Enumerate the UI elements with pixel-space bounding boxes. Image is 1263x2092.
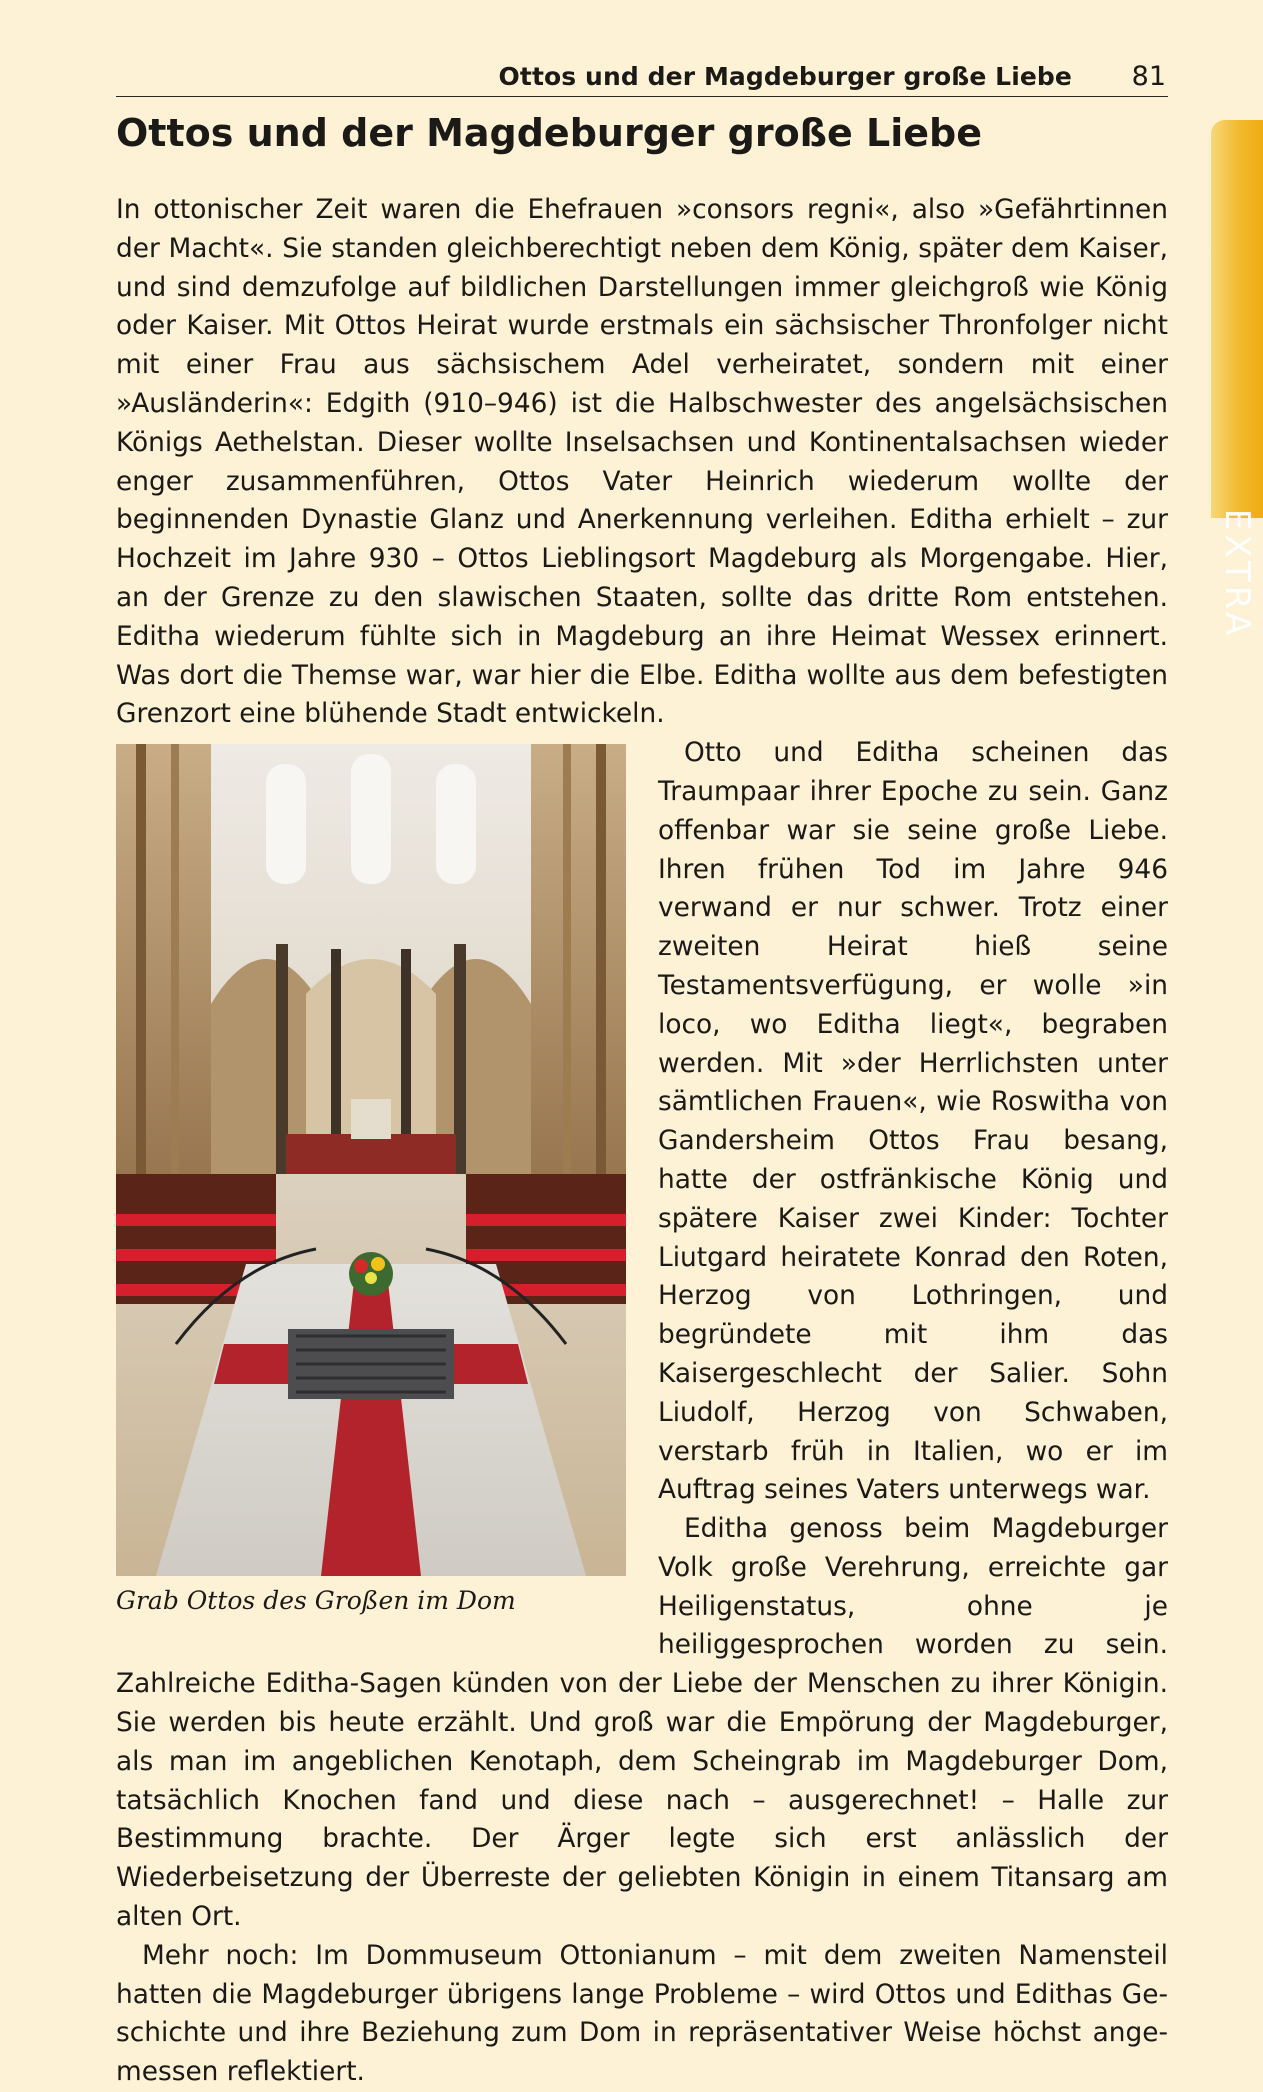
paragraph-3: Editha genoss beim Magdeburger Volk große Verehrung, erreichte gar Heiligenstatus, ohne je heiliggesprochen worden zu sein. Zahlreiche Editha-Sagen künden von der Liebe der Menschen zu ihrer Königin. Sie werden bis heute erzählt. Und groß war die Empörung der Magdeburger, als man im angeblichen Kenotaph, dem Scheingrab im Magdeburger Dom, tatsächlich Knochen fand und diese nach – ausgerechnet! – Halle zur Bestimmung brachte. Der Ärger legte sich erst anlässlich der Wiederbeisetzung der Überreste der geliebten Königin in einem Titansarg am alten Ort. [116, 1513, 1168, 1933]
section-tab-label: EXTRA [1217, 508, 1257, 640]
cathedral-interior-illustration [116, 744, 626, 1576]
running-title: Ottos und der Magdeburger große Liebe [498, 62, 1072, 91]
running-header [116, 60, 1168, 97]
article-body [116, 191, 1168, 2092]
cathedral-tomb-photo [116, 744, 626, 1576]
article-title: Ottos und der Magdeburger große Liebe [116, 111, 983, 155]
section-tab [1211, 120, 1263, 640]
paragraph-2: Otto und Editha scheinen das Traumpaar ihrer Epoche zu sein. Ganz offenbar war sie seine große Liebe. Ihren frühen Tod im Jahre 946 verwand er nur schwer. Trotz einer zweiten Heirat hieß seine Testamentsverfügung, er wolle »in loco, wo Editha liegt«, begraben werden. Mit »der Herrlichsten unter sämtlichen Frauen«, wie Roswitha von Gandersheim Ottos Frau besang, hatte der ostfränkische König und spätere Kaiser zwei Kinder: Tochter Liutgard heiratete Konrad den Roten, Herzog von Lothringen, und begründete mit ihm das Kaisergeschlecht der Salier. Sohn Liudolf, Herzog von Schwaben, verstarb früh in Italien, wo er im Auftrag seines Vaters unterwegs war. [658, 737, 1168, 1506]
page-number: 81 [1131, 61, 1166, 92]
paragraph-1: In ottonischer Zeit waren die Ehefrauen »consors regni«, also »Gefährtinnen der Macht«. Sie standen gleichberechtigt neben dem König, später dem Kaiser, und sind demzufolge auf bildlichen Darstellungen immer gleichgroß wie König oder Kaiser. Mit Ottos Heirat wurde erstmals ein sächsischer Thronfolger nicht mit einer Frau aus sächsischem Adel verheiratet, sondern mit einer »Ausländerin«: Edgith (910–946) ist die Halbschwester des angelsächsischen Königs Aethelstan. Dieser wollte Inselsachsen und Kontinentalsachsen wieder enger zusammenführen, Ottos Vater Heinrich wiederum wollte der beginnenden Dynastie Glanz und Anerkennung verleihen. Editha erhielt – zur Hochzeit im Jahre 930 – Ottos Lieblingsort Magdeburg als Morgengabe. Hier, an der Grenze zu den slawischen Staaten, sollte das dritte Rom entstehen. Editha wiederum fühlte sich in Magdeburg an ihre Heimat Wessex erinnert. Was dort die Themse war, war hier die Elbe. Editha wollte aus dem befestigten Grenzort eine blühende Stadt entwickeln. [116, 194, 1168, 730]
paragraph-4: Mehr noch: Im Dommuseum Ottonianum – mit dem zweiten Namensteil hatten die Magdeburger übrigens lange Probleme – wird Ottos und Edithas Geschichte und ihre Beziehung zum Dom in repräsentativer Weise höchst angemessen reflektiert. [116, 1939, 1168, 2088]
figure-caption: Grab Ottos des Großen im Dom [116, 1586, 516, 1616]
cathedral-figure [116, 744, 626, 1634]
